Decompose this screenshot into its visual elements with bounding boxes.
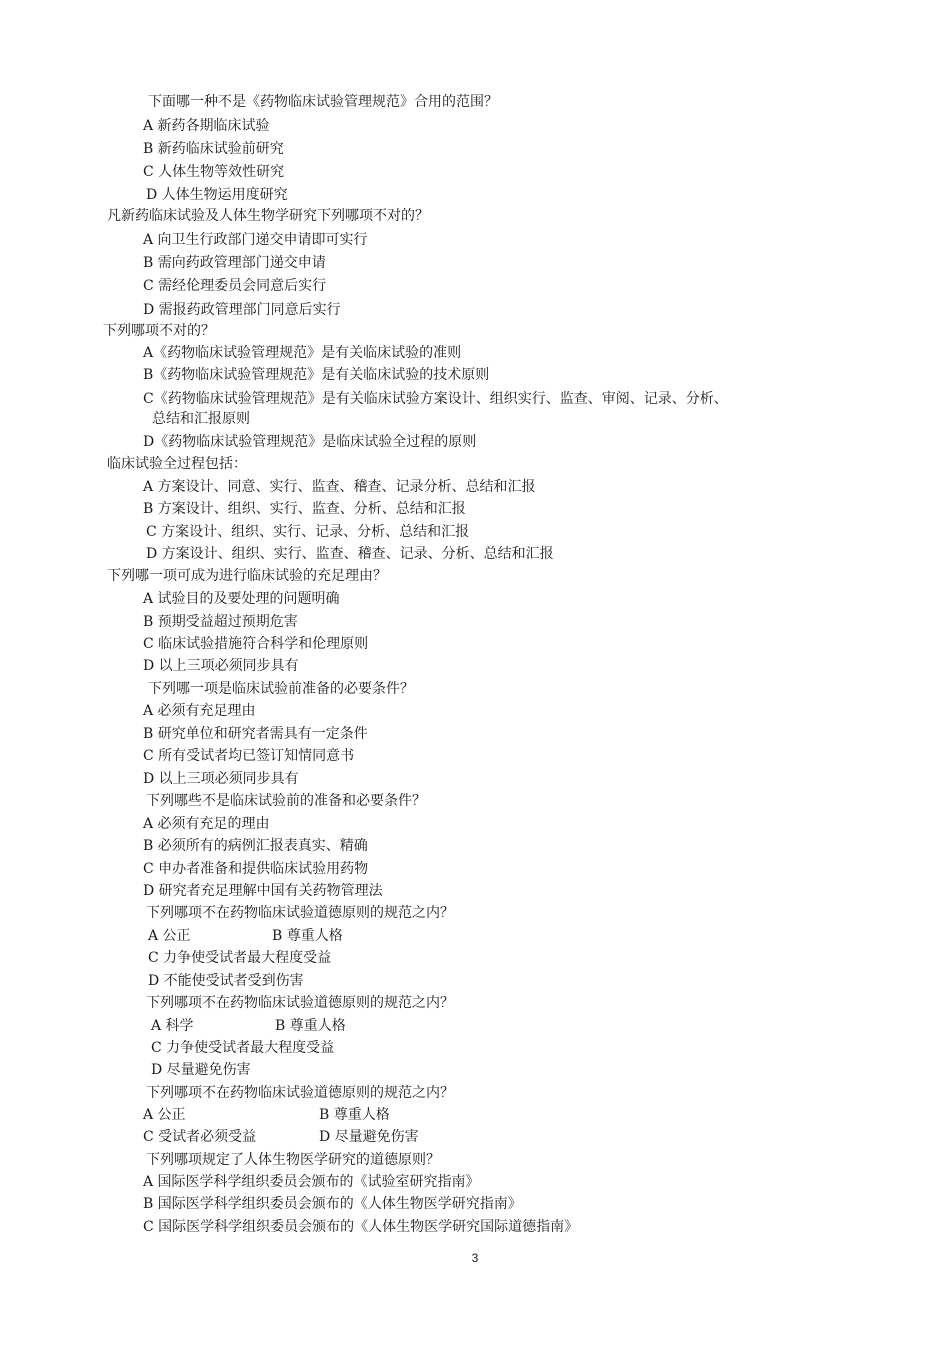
question-text: 下列哪项不在药物临床试验道德原则的规范之内？ <box>146 1085 454 1101</box>
option-text: A 必须有充足的理由 <box>143 816 270 832</box>
option-text: D 人体生物运用度研究 <box>146 187 288 203</box>
option-text: D 以上三项必须同步具有 <box>143 771 299 787</box>
option-text: D 尽量避免伤害 <box>151 1062 251 1078</box>
option-text: B 尊重人格 <box>272 928 343 944</box>
option-text: B 需向药政管理部门递交申请 <box>143 255 326 271</box>
question-text: 下列哪项不在药物临床试验道德原则的规范之内？ <box>146 905 454 921</box>
option-text: A 试验目的及要处理的问题明确 <box>143 591 340 607</box>
option-text: A 必须有充足理由 <box>143 703 256 719</box>
option-text: B 方案设计、组织、实行、监查、分析、总结和汇报 <box>143 501 466 517</box>
option-text: D 不能使受试者受到伤害 <box>148 973 304 989</box>
option-text: A 向卫生行政部门递交申请即可实行 <box>143 232 368 248</box>
option-text: A 方案设计、同意、实行、监查、稽查、记录分析、总结和汇报 <box>143 479 536 495</box>
option-text: C 国际医学科学组织委员会颁布的《人体生物医学研究国际道德指南》 <box>143 1219 579 1235</box>
option-text: D 研究者充足理解中国有关药物管理法 <box>143 883 383 899</box>
option-text-continued: 总结和汇报原则 <box>152 411 250 427</box>
option-text: D 尽量避免伤害 <box>319 1129 419 1145</box>
option-text: A 科学 <box>151 1018 194 1034</box>
option-text: D 需报药政管理部门同意后实行 <box>143 302 341 318</box>
question-text: 下列哪一项是临床试验前准备的必要条件？ <box>148 681 414 697</box>
option-text: D《药物临床试验管理规范》是临床试验全过程的原则 <box>143 434 477 450</box>
option-text: C 人体生物等效性研究 <box>143 164 285 180</box>
option-text: C 临床试验措施符合科学和伦理原则 <box>143 636 369 652</box>
question-text: 下列哪些不是临床试验前的准备和必要条件？ <box>146 793 426 809</box>
option-text: B《药物临床试验管理规范》是有关临床试验的技术原则 <box>143 367 490 383</box>
question-text: 临床试验全过程包括： <box>107 456 247 472</box>
option-text: C 申办者准备和提供临床试验用药物 <box>143 861 369 877</box>
question-text: 下列哪项不对的？ <box>103 323 215 339</box>
option-text: D 以上三项必须同步具有 <box>143 658 299 674</box>
option-text: B 尊重人格 <box>275 1018 346 1034</box>
option-text: B 尊重人格 <box>319 1107 390 1123</box>
option-text: B 必须所有的病例汇报表真实、精确 <box>143 838 368 854</box>
option-text: A 新药各期临床试验 <box>143 118 270 134</box>
question-text: 下列哪项规定了人体生物医学研究的道德原则？ <box>146 1152 440 1168</box>
option-text: A 公正 <box>148 928 191 944</box>
option-text: C 方案设计、组织、实行、记录、分析、总结和汇报 <box>146 524 470 540</box>
option-text: C 力争使受试者最大程度受益 <box>148 950 332 966</box>
question-text: 下列哪项不在药物临床试验道德原则的规范之内？ <box>146 995 454 1011</box>
question-text: 下面哪一种不是《药物临床试验管理规范》合用的范围？ <box>148 94 498 110</box>
option-text: A 公正 <box>143 1107 186 1123</box>
page-number: 3 <box>471 1251 479 1265</box>
question-text: 下列哪一项可成为进行临床试验的充足理由？ <box>107 568 387 584</box>
option-text: C《药物临床试验管理规范》是有关临床试验方案设计、组织实行、监查、审阅、记录、分析、 <box>143 391 728 407</box>
option-text: C 力争使受试者最大程度受益 <box>151 1040 335 1056</box>
option-text: A 国际医学科学组织委员会颁布的《试验室研究指南》 <box>143 1174 480 1190</box>
option-text: B 预期受益超过预期危害 <box>143 614 298 630</box>
option-text: C 所有受试者均已签订知情同意书 <box>143 748 355 764</box>
option-text: C 需经伦理委员会同意后实行 <box>143 278 327 294</box>
option-text: A《药物临床试验管理规范》是有关临床试验的准则 <box>143 345 462 361</box>
option-text: B 国际医学科学组织委员会颁布的《人体生物医学研究指南》 <box>143 1196 522 1212</box>
option-text: D 方案设计、组织、实行、监查、稽查、记录、分析、总结和汇报 <box>146 546 554 562</box>
option-text: C 受试者必须受益 <box>143 1129 257 1145</box>
question-text: 凡新药临床试验及人体生物学研究下列哪项不对的？ <box>107 208 429 224</box>
option-text: B 研究单位和研究者需具有一定条件 <box>143 726 368 742</box>
option-text: B 新药临床试验前研究 <box>143 141 284 157</box>
